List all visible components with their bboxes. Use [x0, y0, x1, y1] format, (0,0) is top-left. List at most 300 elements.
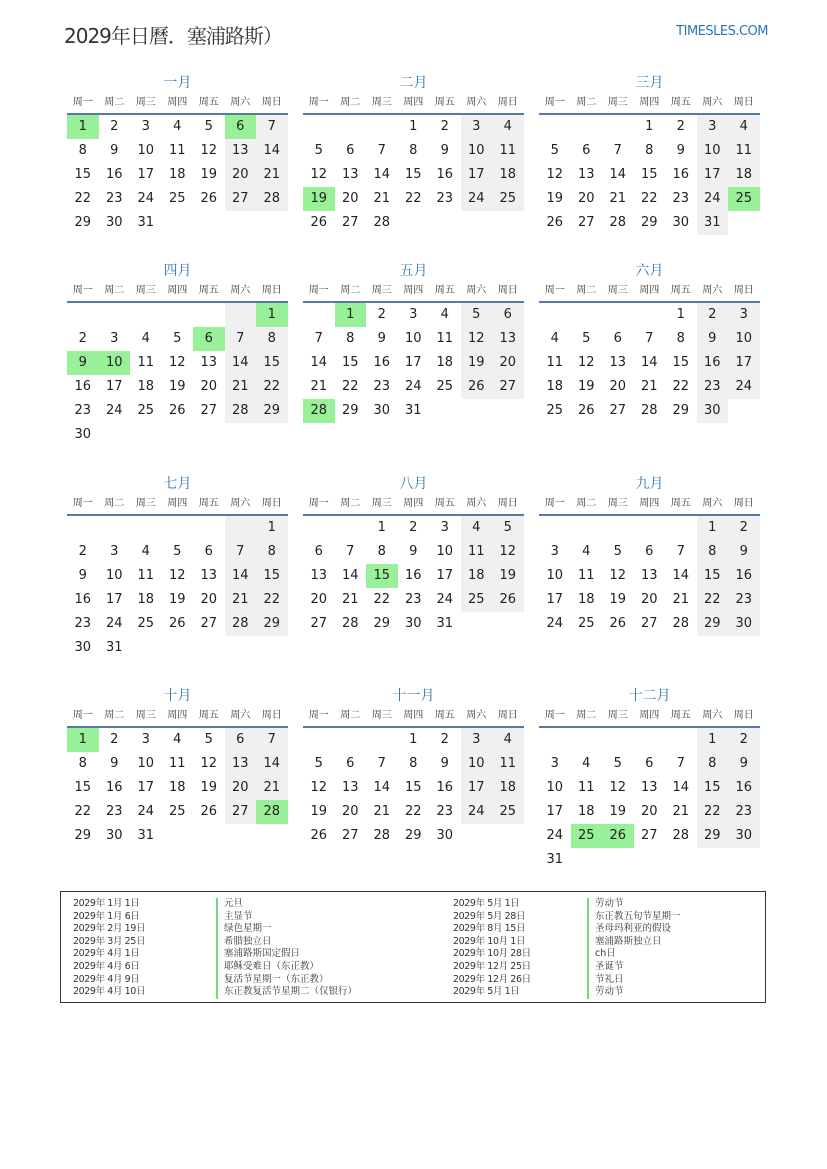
- weekday-label: 周四: [167, 498, 188, 509]
- weekday-label: 周五: [434, 498, 455, 509]
- weekday-label: 周三: [135, 710, 156, 721]
- day-cell: 11: [137, 568, 155, 583]
- day-cell: 15: [74, 167, 92, 182]
- day-cell: 5: [461, 303, 493, 327]
- weekday-label: 周五: [198, 285, 219, 296]
- weekday-label: 周六: [702, 97, 723, 108]
- holiday-date: 2029年 12月 26日: [453, 973, 531, 985]
- weekday-label: 周二: [340, 285, 361, 296]
- month-name: 四月: [163, 263, 192, 279]
- day-cell: 26: [461, 375, 493, 399]
- day-cell: 2: [78, 331, 87, 346]
- weekday-label: 周五: [434, 710, 455, 721]
- day-cell: 1: [377, 520, 386, 535]
- day-cell: 16: [728, 776, 760, 800]
- day-cell: 22: [256, 588, 288, 612]
- weekday-label: 周六: [230, 710, 251, 721]
- weekday-label: 周四: [403, 710, 424, 721]
- weekday-label: 周五: [670, 97, 691, 108]
- day-cell: 26: [200, 191, 218, 206]
- day-cell: 9: [409, 544, 418, 559]
- day-cell: 11: [436, 331, 454, 346]
- day-cell: 5: [173, 331, 182, 346]
- day-cell: 1: [409, 732, 418, 747]
- weekday-header: [539, 281, 760, 303]
- day-cell: 26: [310, 828, 328, 843]
- empty-cell: [303, 115, 335, 139]
- holiday-day-cell: 1: [335, 303, 367, 327]
- day-cell: 20: [640, 804, 658, 819]
- empty-cell: [602, 728, 634, 752]
- day-cell: 26: [168, 616, 186, 631]
- day-cell: 20: [640, 592, 658, 607]
- day-cell: 21: [373, 804, 391, 819]
- day-cell: 11: [577, 780, 595, 795]
- weekday-label: 周日: [497, 285, 518, 296]
- empty-cell: [665, 516, 697, 540]
- day-grid: [303, 516, 524, 636]
- day-cell: 25: [461, 588, 493, 612]
- weekday-label: 周四: [639, 498, 660, 509]
- day-cell: 3: [461, 115, 493, 139]
- empty-cell: [67, 303, 99, 327]
- day-cell: 2: [377, 307, 386, 322]
- day-cell: 20: [609, 379, 627, 394]
- empty-cell: [539, 516, 571, 540]
- day-cell: 29: [74, 828, 92, 843]
- month-block: [67, 474, 288, 660]
- holiday-name: 元旦: [216, 898, 357, 911]
- month-name: 十一月: [392, 688, 435, 704]
- holiday-day-cell: 28: [303, 399, 335, 423]
- day-cell: 11: [461, 540, 493, 564]
- day-cell: 16: [436, 780, 454, 795]
- weekday-label: 周日: [733, 285, 754, 296]
- day-grid: [67, 516, 288, 660]
- day-cell: 26: [200, 804, 218, 819]
- day-cell: 12: [200, 143, 218, 158]
- empty-cell: [162, 303, 194, 327]
- day-cell: 22: [341, 379, 359, 394]
- month-name: 一月: [163, 75, 192, 91]
- day-cell: 16: [697, 351, 729, 375]
- day-cell: 13: [310, 568, 328, 583]
- empty-cell: [130, 516, 162, 540]
- empty-cell: [303, 728, 335, 752]
- weekday-label: 周六: [466, 97, 487, 108]
- weekday-label: 周一: [544, 97, 565, 108]
- day-cell: 16: [105, 780, 123, 795]
- holiday-day-cell: 25: [571, 824, 603, 848]
- empty-cell: [130, 303, 162, 327]
- site-link[interactable]: TIMESLES.COM: [676, 24, 768, 39]
- day-cell: 23: [74, 616, 92, 631]
- weekday-label: 周四: [167, 97, 188, 108]
- weekday-label: 周三: [607, 498, 628, 509]
- empty-cell: [366, 115, 398, 139]
- holiday-day-cell: 10: [99, 351, 131, 375]
- day-cell: 22: [256, 375, 288, 399]
- day-cell: 30: [105, 828, 123, 843]
- day-cell: 4: [492, 728, 524, 752]
- weekday-header: [67, 706, 288, 728]
- holiday-date: 2029年 5月 1日: [453, 986, 520, 998]
- day-cell: 10: [105, 568, 123, 583]
- day-cell: 18: [546, 379, 564, 394]
- holiday-name: 希腊独立日: [216, 936, 357, 949]
- weekday-label: 周日: [261, 498, 282, 509]
- weekday-label: 周一: [308, 285, 329, 296]
- day-cell: 7: [377, 756, 386, 771]
- day-cell: 14: [256, 752, 288, 776]
- month-name: 六月: [635, 263, 664, 279]
- day-cell: 2: [440, 119, 449, 134]
- day-cell: 3: [550, 544, 559, 559]
- day-cell: 16: [672, 167, 690, 182]
- day-cell: 12: [577, 355, 595, 370]
- weekday-label: 周三: [371, 97, 392, 108]
- day-cell: 16: [404, 568, 422, 583]
- empty-cell: [225, 303, 257, 327]
- day-cell: 17: [697, 163, 729, 187]
- day-cell: 7: [377, 143, 386, 158]
- holiday-date: 2029年 3月 25日: [73, 935, 146, 947]
- day-grid: [539, 516, 760, 636]
- day-cell: 8: [409, 143, 418, 158]
- day-cell: 6: [346, 143, 355, 158]
- day-cell: 24: [728, 375, 760, 399]
- day-cell: 15: [74, 780, 92, 795]
- day-cell: 6: [225, 728, 257, 752]
- day-cell: 9: [440, 756, 449, 771]
- day-cell: 2: [440, 732, 449, 747]
- weekday-label: 周二: [340, 710, 361, 721]
- day-cell: 21: [672, 804, 690, 819]
- month-block: [67, 261, 288, 447]
- day-grid: [67, 115, 288, 235]
- weekday-label: 周六: [702, 285, 723, 296]
- day-cell: 22: [404, 191, 422, 206]
- empty-cell: [193, 516, 225, 540]
- day-cell: 10: [546, 568, 564, 583]
- day-cell: 23: [697, 375, 729, 399]
- day-cell: 4: [728, 115, 760, 139]
- weekday-label: 周四: [639, 285, 660, 296]
- day-cell: 4: [141, 331, 150, 346]
- weekday-label: 周六: [230, 498, 251, 509]
- day-cell: 21: [609, 191, 627, 206]
- day-cell: 22: [404, 804, 422, 819]
- day-cell: 22: [74, 191, 92, 206]
- day-cell: 9: [728, 752, 760, 776]
- month-name: 五月: [399, 263, 428, 279]
- day-cell: 8: [256, 540, 288, 564]
- day-cell: 3: [728, 303, 760, 327]
- weekday-header: [67, 281, 288, 303]
- day-cell: 6: [204, 544, 213, 559]
- day-cell: 11: [577, 568, 595, 583]
- day-cell: 9: [377, 331, 386, 346]
- day-cell: 22: [74, 804, 92, 819]
- day-cell: 31: [697, 211, 729, 235]
- empty-cell: [665, 728, 697, 752]
- day-cell: 30: [373, 403, 391, 418]
- day-cell: 7: [676, 544, 685, 559]
- weekday-label: 周五: [670, 498, 691, 509]
- day-cell: 21: [672, 592, 690, 607]
- holiday-day-cell: 19: [303, 187, 335, 211]
- month-name: 十二月: [628, 688, 671, 704]
- weekday-label: 周日: [497, 97, 518, 108]
- day-cell: 17: [105, 379, 123, 394]
- day-cell: 21: [256, 776, 288, 800]
- day-cell: 26: [310, 215, 328, 230]
- day-cell: 20: [341, 804, 359, 819]
- weekday-label: 周五: [198, 710, 219, 721]
- day-cell: 18: [728, 163, 760, 187]
- day-cell: 25: [492, 187, 524, 211]
- day-cell: 7: [613, 143, 622, 158]
- day-cell: 12: [492, 540, 524, 564]
- day-cell: 28: [225, 399, 257, 423]
- weekday-label: 周日: [261, 285, 282, 296]
- day-grid: [539, 728, 760, 872]
- day-cell: 6: [492, 303, 524, 327]
- day-cell: 9: [697, 327, 729, 351]
- day-cell: 31: [546, 852, 564, 867]
- day-cell: 17: [404, 355, 422, 370]
- day-cell: 13: [225, 752, 257, 776]
- day-cell: 7: [225, 327, 257, 351]
- empty-cell: [539, 303, 571, 327]
- weekday-label: 周五: [198, 97, 219, 108]
- day-cell: 14: [672, 780, 690, 795]
- weekday-label: 周日: [261, 97, 282, 108]
- day-cell: 10: [728, 327, 760, 351]
- day-cell: 11: [492, 752, 524, 776]
- empty-cell: [539, 115, 571, 139]
- empty-cell: [571, 303, 603, 327]
- weekday-label: 周三: [607, 710, 628, 721]
- day-cell: 26: [492, 588, 524, 612]
- holiday-date: 2029年 1月 6日: [73, 910, 140, 922]
- day-cell: 21: [373, 191, 391, 206]
- empty-cell: [634, 516, 666, 540]
- day-cell: 15: [341, 355, 359, 370]
- day-cell: 14: [672, 568, 690, 583]
- empty-cell: [571, 728, 603, 752]
- holiday-list: [60, 891, 766, 1003]
- weekday-label: 周四: [403, 285, 424, 296]
- day-cell: 5: [550, 143, 559, 158]
- day-cell: 20: [310, 592, 328, 607]
- day-cell: 10: [404, 331, 422, 346]
- holiday-date: 2029年 4月 10日: [73, 986, 146, 998]
- day-cell: 6: [314, 544, 323, 559]
- day-cell: 4: [141, 544, 150, 559]
- holiday-name: 塞浦路斯国定假日: [216, 948, 357, 961]
- day-cell: 31: [436, 616, 454, 631]
- day-cell: 5: [492, 516, 524, 540]
- weekday-label: 周三: [135, 498, 156, 509]
- weekday-label: 周五: [434, 97, 455, 108]
- day-cell: 14: [225, 351, 257, 375]
- day-cell: 19: [461, 351, 493, 375]
- day-cell: 4: [492, 115, 524, 139]
- day-cell: 30: [728, 612, 760, 636]
- day-cell: 12: [310, 167, 328, 182]
- day-cell: 28: [341, 616, 359, 631]
- day-cell: 6: [613, 331, 622, 346]
- day-cell: 3: [110, 331, 119, 346]
- day-cell: 24: [546, 616, 564, 631]
- day-cell: 17: [137, 167, 155, 182]
- weekday-label: 周三: [135, 285, 156, 296]
- day-cell: 18: [137, 592, 155, 607]
- day-cell: 22: [373, 592, 391, 607]
- weekday-header: [539, 706, 760, 728]
- day-cell: 25: [137, 616, 155, 631]
- day-cell: 27: [577, 215, 595, 230]
- day-cell: 27: [609, 403, 627, 418]
- day-cell: 16: [74, 379, 92, 394]
- day-cell: 11: [137, 355, 155, 370]
- day-cell: 23: [672, 191, 690, 206]
- day-cell: 3: [697, 115, 729, 139]
- weekday-header: [67, 93, 288, 115]
- day-cell: 2: [728, 516, 760, 540]
- weekday-header: [67, 494, 288, 516]
- day-cell: 5: [314, 143, 323, 158]
- day-cell: 5: [613, 544, 622, 559]
- day-cell: 3: [409, 307, 418, 322]
- day-cell: 4: [461, 516, 493, 540]
- day-cell: 2: [728, 728, 760, 752]
- weekday-label: 周日: [261, 710, 282, 721]
- day-cell: 21: [225, 588, 257, 612]
- holiday-date: 2029年 8月 15日: [453, 923, 526, 935]
- day-cell: 30: [672, 215, 690, 230]
- weekday-label: 周四: [639, 710, 660, 721]
- empty-cell: [602, 115, 634, 139]
- day-cell: 28: [225, 612, 257, 636]
- day-cell: 1: [697, 728, 729, 752]
- day-cell: 20: [225, 776, 257, 800]
- day-cell: 22: [697, 588, 729, 612]
- empty-cell: [335, 516, 367, 540]
- day-cell: 11: [168, 143, 186, 158]
- holiday-dates-left: [73, 898, 145, 999]
- holiday-name: 复活节星期一（东正教）: [216, 974, 357, 987]
- day-cell: 15: [256, 351, 288, 375]
- holiday-date: 2029年 10月 28日: [453, 948, 531, 960]
- day-grid: [67, 303, 288, 447]
- empty-cell: [335, 728, 367, 752]
- day-cell: 21: [310, 379, 328, 394]
- day-cell: 8: [697, 752, 729, 776]
- holiday-date: 2029年 1月 1日: [73, 898, 140, 909]
- weekday-label: 周一: [544, 710, 565, 721]
- empty-cell: [539, 728, 571, 752]
- day-cell: 8: [676, 331, 685, 346]
- day-cell: 29: [697, 612, 729, 636]
- weekday-label: 周一: [308, 710, 329, 721]
- day-cell: 10: [697, 139, 729, 163]
- day-cell: 12: [168, 568, 186, 583]
- empty-cell: [602, 516, 634, 540]
- day-grid: [303, 303, 524, 423]
- day-cell: 25: [137, 403, 155, 418]
- weekday-label: 周六: [702, 710, 723, 721]
- day-cell: 29: [404, 828, 422, 843]
- day-cell: 10: [137, 756, 155, 771]
- day-cell: 27: [640, 616, 658, 631]
- day-cell: 25: [168, 804, 186, 819]
- holiday-name: 绿色星期一: [216, 923, 357, 936]
- day-cell: 23: [105, 191, 123, 206]
- day-cell: 8: [78, 143, 87, 158]
- weekday-label: 周五: [670, 710, 691, 721]
- day-cell: 18: [577, 592, 595, 607]
- day-cell: 7: [346, 544, 355, 559]
- day-cell: 28: [640, 403, 658, 418]
- day-cell: 24: [461, 800, 493, 824]
- day-cell: 16: [728, 564, 760, 588]
- day-cell: 17: [728, 351, 760, 375]
- day-cell: 30: [436, 828, 454, 843]
- weekday-label: 周四: [403, 97, 424, 108]
- empty-cell: [634, 728, 666, 752]
- holiday-day-cell: 28: [256, 800, 288, 824]
- day-cell: 10: [546, 780, 564, 795]
- weekday-label: 周三: [371, 710, 392, 721]
- day-cell: 13: [609, 355, 627, 370]
- day-cell: 6: [645, 544, 654, 559]
- day-cell: 25: [492, 800, 524, 824]
- holiday-dates-right: [453, 898, 531, 999]
- weekday-label: 周三: [607, 97, 628, 108]
- empty-cell: [225, 516, 257, 540]
- day-cell: 14: [373, 167, 391, 182]
- day-cell: 6: [346, 756, 355, 771]
- day-cell: 5: [613, 756, 622, 771]
- day-cell: 29: [697, 824, 729, 848]
- day-cell: 9: [78, 568, 87, 583]
- day-cell: 7: [256, 728, 288, 752]
- day-cell: 17: [137, 780, 155, 795]
- day-cell: 20: [200, 379, 218, 394]
- day-cell: 4: [440, 307, 449, 322]
- day-cell: 5: [173, 544, 182, 559]
- day-cell: 20: [341, 191, 359, 206]
- day-cell: 29: [640, 215, 658, 230]
- weekday-label: 周一: [308, 97, 329, 108]
- month-name: 二月: [399, 75, 428, 91]
- month-block: [303, 474, 524, 636]
- day-cell: 13: [577, 167, 595, 182]
- holiday-date: 2029年 4月 9日: [73, 973, 140, 985]
- day-cell: 2: [697, 303, 729, 327]
- day-cell: 17: [461, 163, 493, 187]
- day-cell: 27: [341, 215, 359, 230]
- day-cell: 24: [404, 379, 422, 394]
- day-cell: 25: [168, 191, 186, 206]
- day-cell: 14: [640, 355, 658, 370]
- day-cell: 3: [110, 544, 119, 559]
- day-cell: 8: [645, 143, 654, 158]
- day-cell: 21: [225, 375, 257, 399]
- day-cell: 21: [640, 379, 658, 394]
